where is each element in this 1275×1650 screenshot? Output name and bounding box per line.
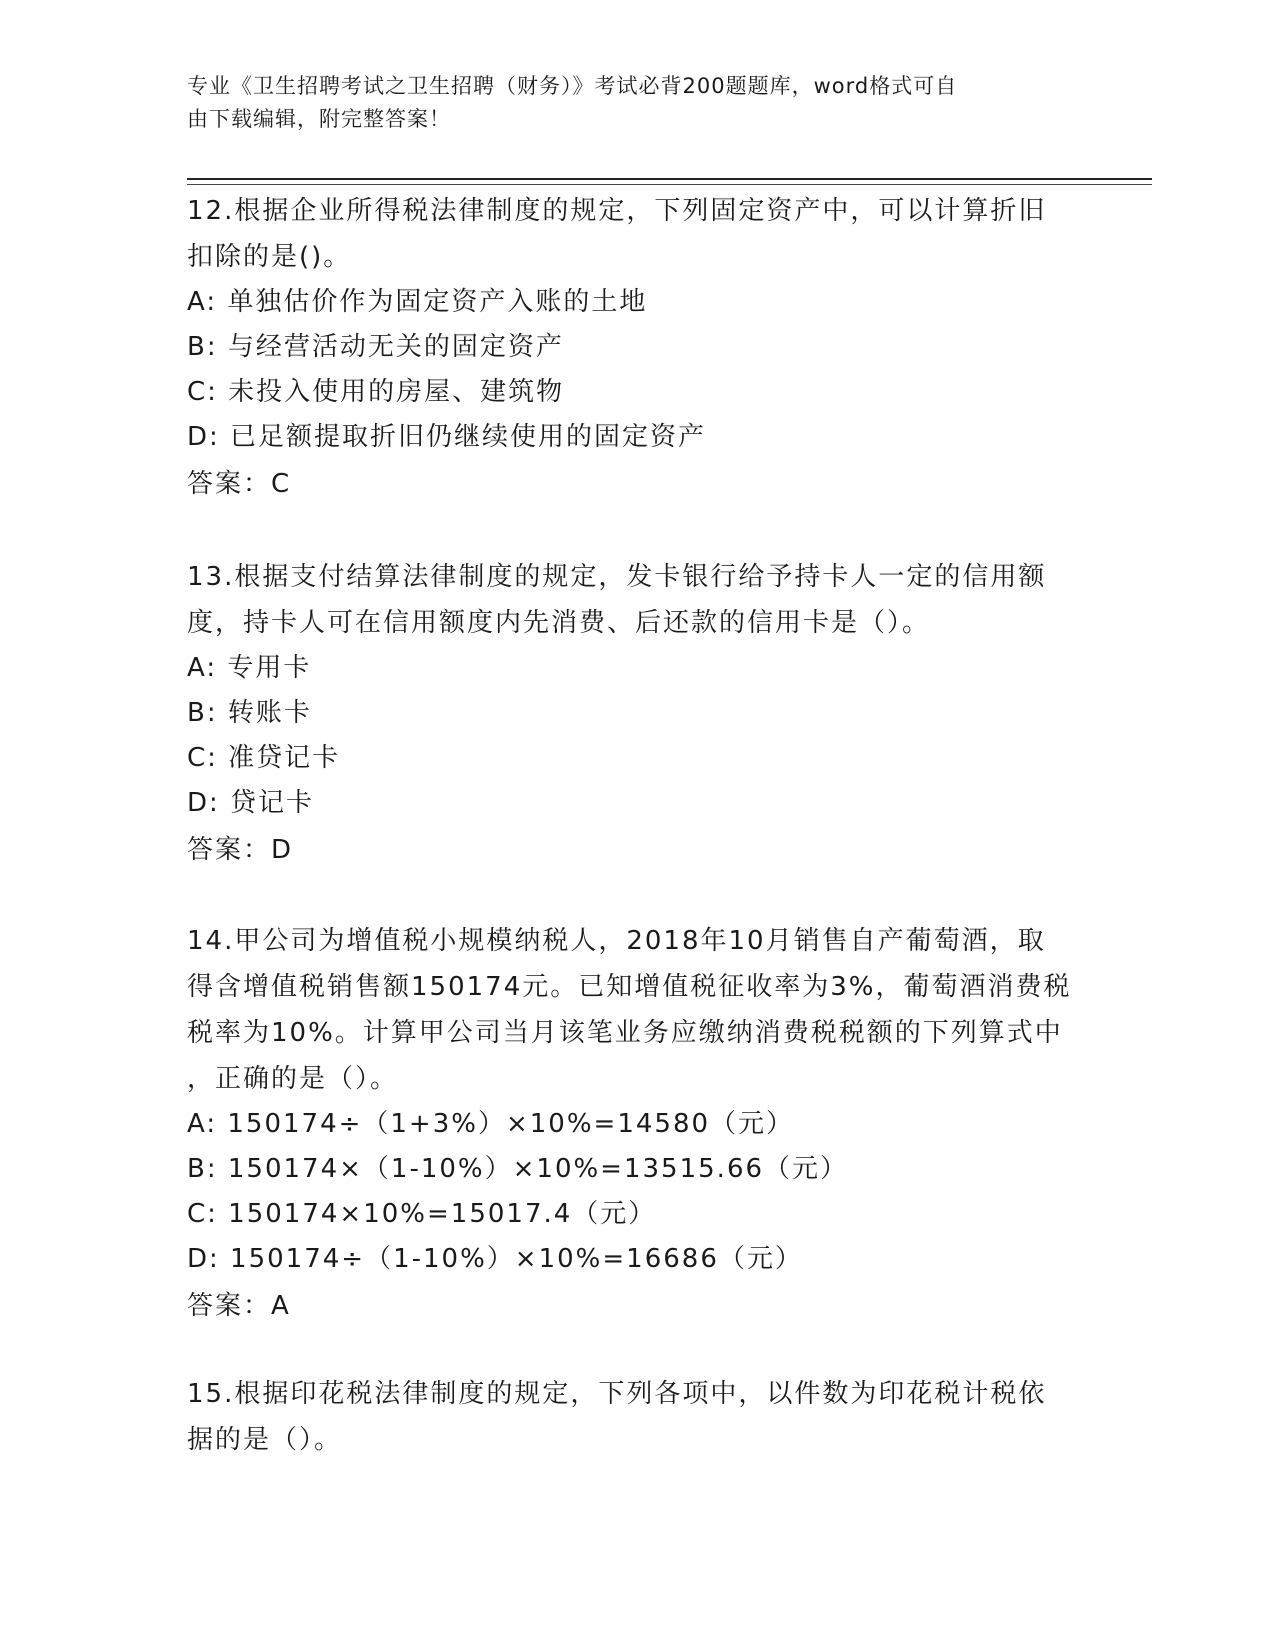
option-b: B: 转账卡 xyxy=(187,698,312,728)
question-text-line: 13.根据支付结算法律制度的规定，发卡银行给予持卡人一定的信用额 xyxy=(187,562,1047,592)
question-text-line: 据的是（）。 xyxy=(187,1425,343,1455)
option-d: D: 150174÷（1-10%）×10%=16686（元） xyxy=(187,1244,803,1274)
header-divider-thin xyxy=(187,184,1152,185)
question-text-line: 得含增值税销售额150174元。已知增值税征收率为3%，葡萄酒消费税 xyxy=(187,972,1072,1002)
question-text-line: 扣除的是()。 xyxy=(187,242,352,272)
option-b: B: 与经营活动无关的固定资产 xyxy=(187,332,564,362)
question-13 xyxy=(187,554,1087,874)
header-divider-thick xyxy=(187,178,1152,180)
header-line-2: 由下载编辑，附完整答案！ xyxy=(187,107,451,131)
header-line-1: 专业《卫生招聘考试之卫生招聘（财务）》考试必背200题题库，word格式可自 xyxy=(187,74,958,98)
answer: 答案：D xyxy=(187,835,294,865)
option-a: A: 150174÷（1+3%）×10%=14580（元） xyxy=(187,1109,795,1139)
document-header xyxy=(187,70,1067,136)
option-b: B: 150174×（1-10%）×10%=13515.66（元） xyxy=(187,1154,849,1184)
answer: 答案：A xyxy=(187,1291,291,1321)
question-text-line: 15.根据印花税法律制度的规定，下列各项中，以件数为印花税计税依 xyxy=(187,1379,1047,1409)
question-text-line: 税率为10%。计算甲公司当月该笔业务应缴纳消费税税额的下列算式中 xyxy=(187,1018,1063,1048)
option-c: C: 未投入使用的房屋、建筑物 xyxy=(187,377,565,407)
option-d: D: 贷记卡 xyxy=(187,788,315,818)
question-text-line: ，正确的是（）。 xyxy=(187,1064,399,1094)
option-a: A: 专用卡 xyxy=(187,653,312,683)
answer: 答案：C xyxy=(187,469,292,499)
question-12 xyxy=(187,188,1087,508)
option-a: A: 单独估价作为固定资产入账的土地 xyxy=(187,287,648,317)
question-text-line: 度，持卡人可在信用额度内先消费、后还款的信用卡是（）。 xyxy=(187,608,931,638)
question-text-line: 14.甲公司为增值税小规模纳税人，2018年10月销售自产葡萄酒，取 xyxy=(187,926,1046,956)
option-c: C: 150174×10%=15017.4（元） xyxy=(187,1199,657,1229)
option-d: D: 已足额提取折旧仍继续使用的固定资产 xyxy=(187,422,707,452)
question-15 xyxy=(187,1371,1087,1463)
option-c: C: 准贷记卡 xyxy=(187,743,341,773)
question-text-line: 12.根据企业所得税法律制度的规定，下列固定资产中，可以计算折旧 xyxy=(187,196,1047,226)
question-14 xyxy=(187,918,1087,1330)
